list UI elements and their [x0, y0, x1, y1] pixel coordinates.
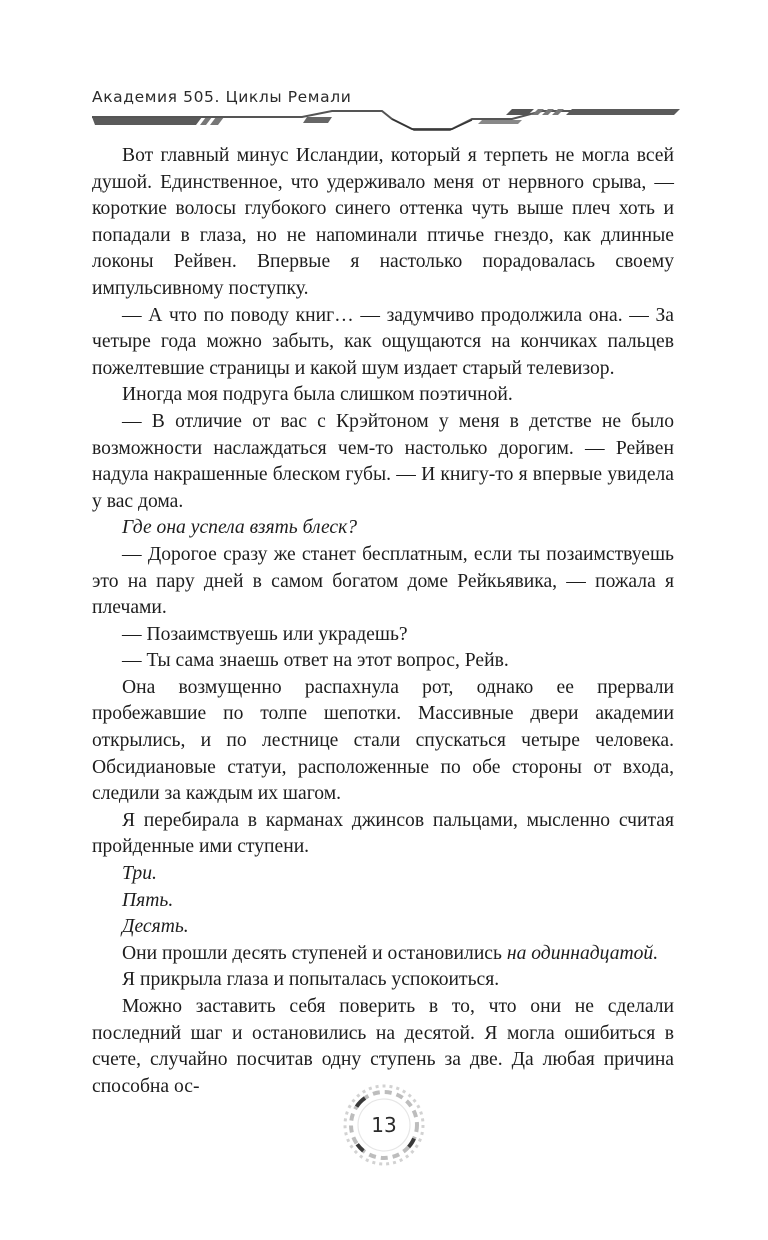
- paragraph: Иногда моя подруга была слишком поэтичной.: [122, 384, 513, 406]
- paragraph: Я прикрыла глаза и попыталась успокоиться.: [122, 969, 500, 991]
- paragraph: [92, 941, 674, 968]
- running-header: Академия 505. Циклы Ремали: [92, 88, 352, 106]
- paragraph-text: Они прошли десять ступеней и остановились: [122, 942, 507, 964]
- paragraph-italic: Десять.: [122, 916, 189, 938]
- paragraph: — В отличие от вас с Крэйтоном у меня в детстве не было возможности наслаждаться чем-то настолько дорогим. — Рейвен надула накрашенные блеском губы. — И книгу-то я впервые увидела у вас дома.: [92, 410, 674, 512]
- paragraph-italic: Где она успела взять блеск?: [122, 517, 358, 539]
- paragraph: — А что по поводу книг… — задумчиво продолжила она. — За четыре года можно забыть, как ощущаются на кончиках пальцев пожелтевшие страницы и какой шум издает старый телевизор.: [92, 304, 674, 379]
- paragraph: Она возмущенно распахнула рот, однако ее прервали пробежавшие по толпе шепотки. Массивные двери академии открылись, и по лестнице стали спускаться четыре человека. Обсидиановые статуи, расположенные по обе стороны от входа, следили за каждым их шагом.: [92, 676, 674, 805]
- page-body-text: [92, 143, 674, 1100]
- paragraph-italic-fragment: на одиннадцатой.: [506, 942, 659, 964]
- paragraph: — Позаимствуешь или украдешь?: [122, 623, 408, 645]
- paragraph-italic: Три.: [122, 863, 157, 885]
- page-number: 13: [371, 1113, 397, 1137]
- paragraph: Можно заставить себя поверить в то, что они не сделали последний шаг и остановились на десятой. Я могла ошибиться в счете, случайно посчитав одну ступень за две. Да любая причина способна ос-: [92, 996, 674, 1097]
- tech-line-ornament-icon: [92, 100, 682, 132]
- paragraph: — Дорогое сразу же станет бесплатным, если ты позаимствуешь это на пару дней в самом богатом доме Рейкьявика, — пожала я плечами.: [92, 543, 674, 619]
- paragraph: — Ты сама знаешь ответ на этот вопрос, Рейв.: [122, 650, 509, 672]
- page-number-badge: [342, 1083, 426, 1172]
- paragraph: Вот главный минус Исландии, который я терпеть не могла всей душой. Единственное, что удерживало меня от нервного срыва, — короткие волосы глубокого синего оттенка чуть выше плеч хоть и попадали в глаза, но не напоминали птичье гнездо, как длинные локоны Рейвен. Впервые я настолько порадовалась своему импульсивному поступку.: [92, 145, 674, 299]
- paragraph: Я перебирала в карманах джинсов пальцами, мысленно считая пройденные ими ступени.: [92, 809, 674, 858]
- paragraph-italic: Пять.: [122, 889, 174, 911]
